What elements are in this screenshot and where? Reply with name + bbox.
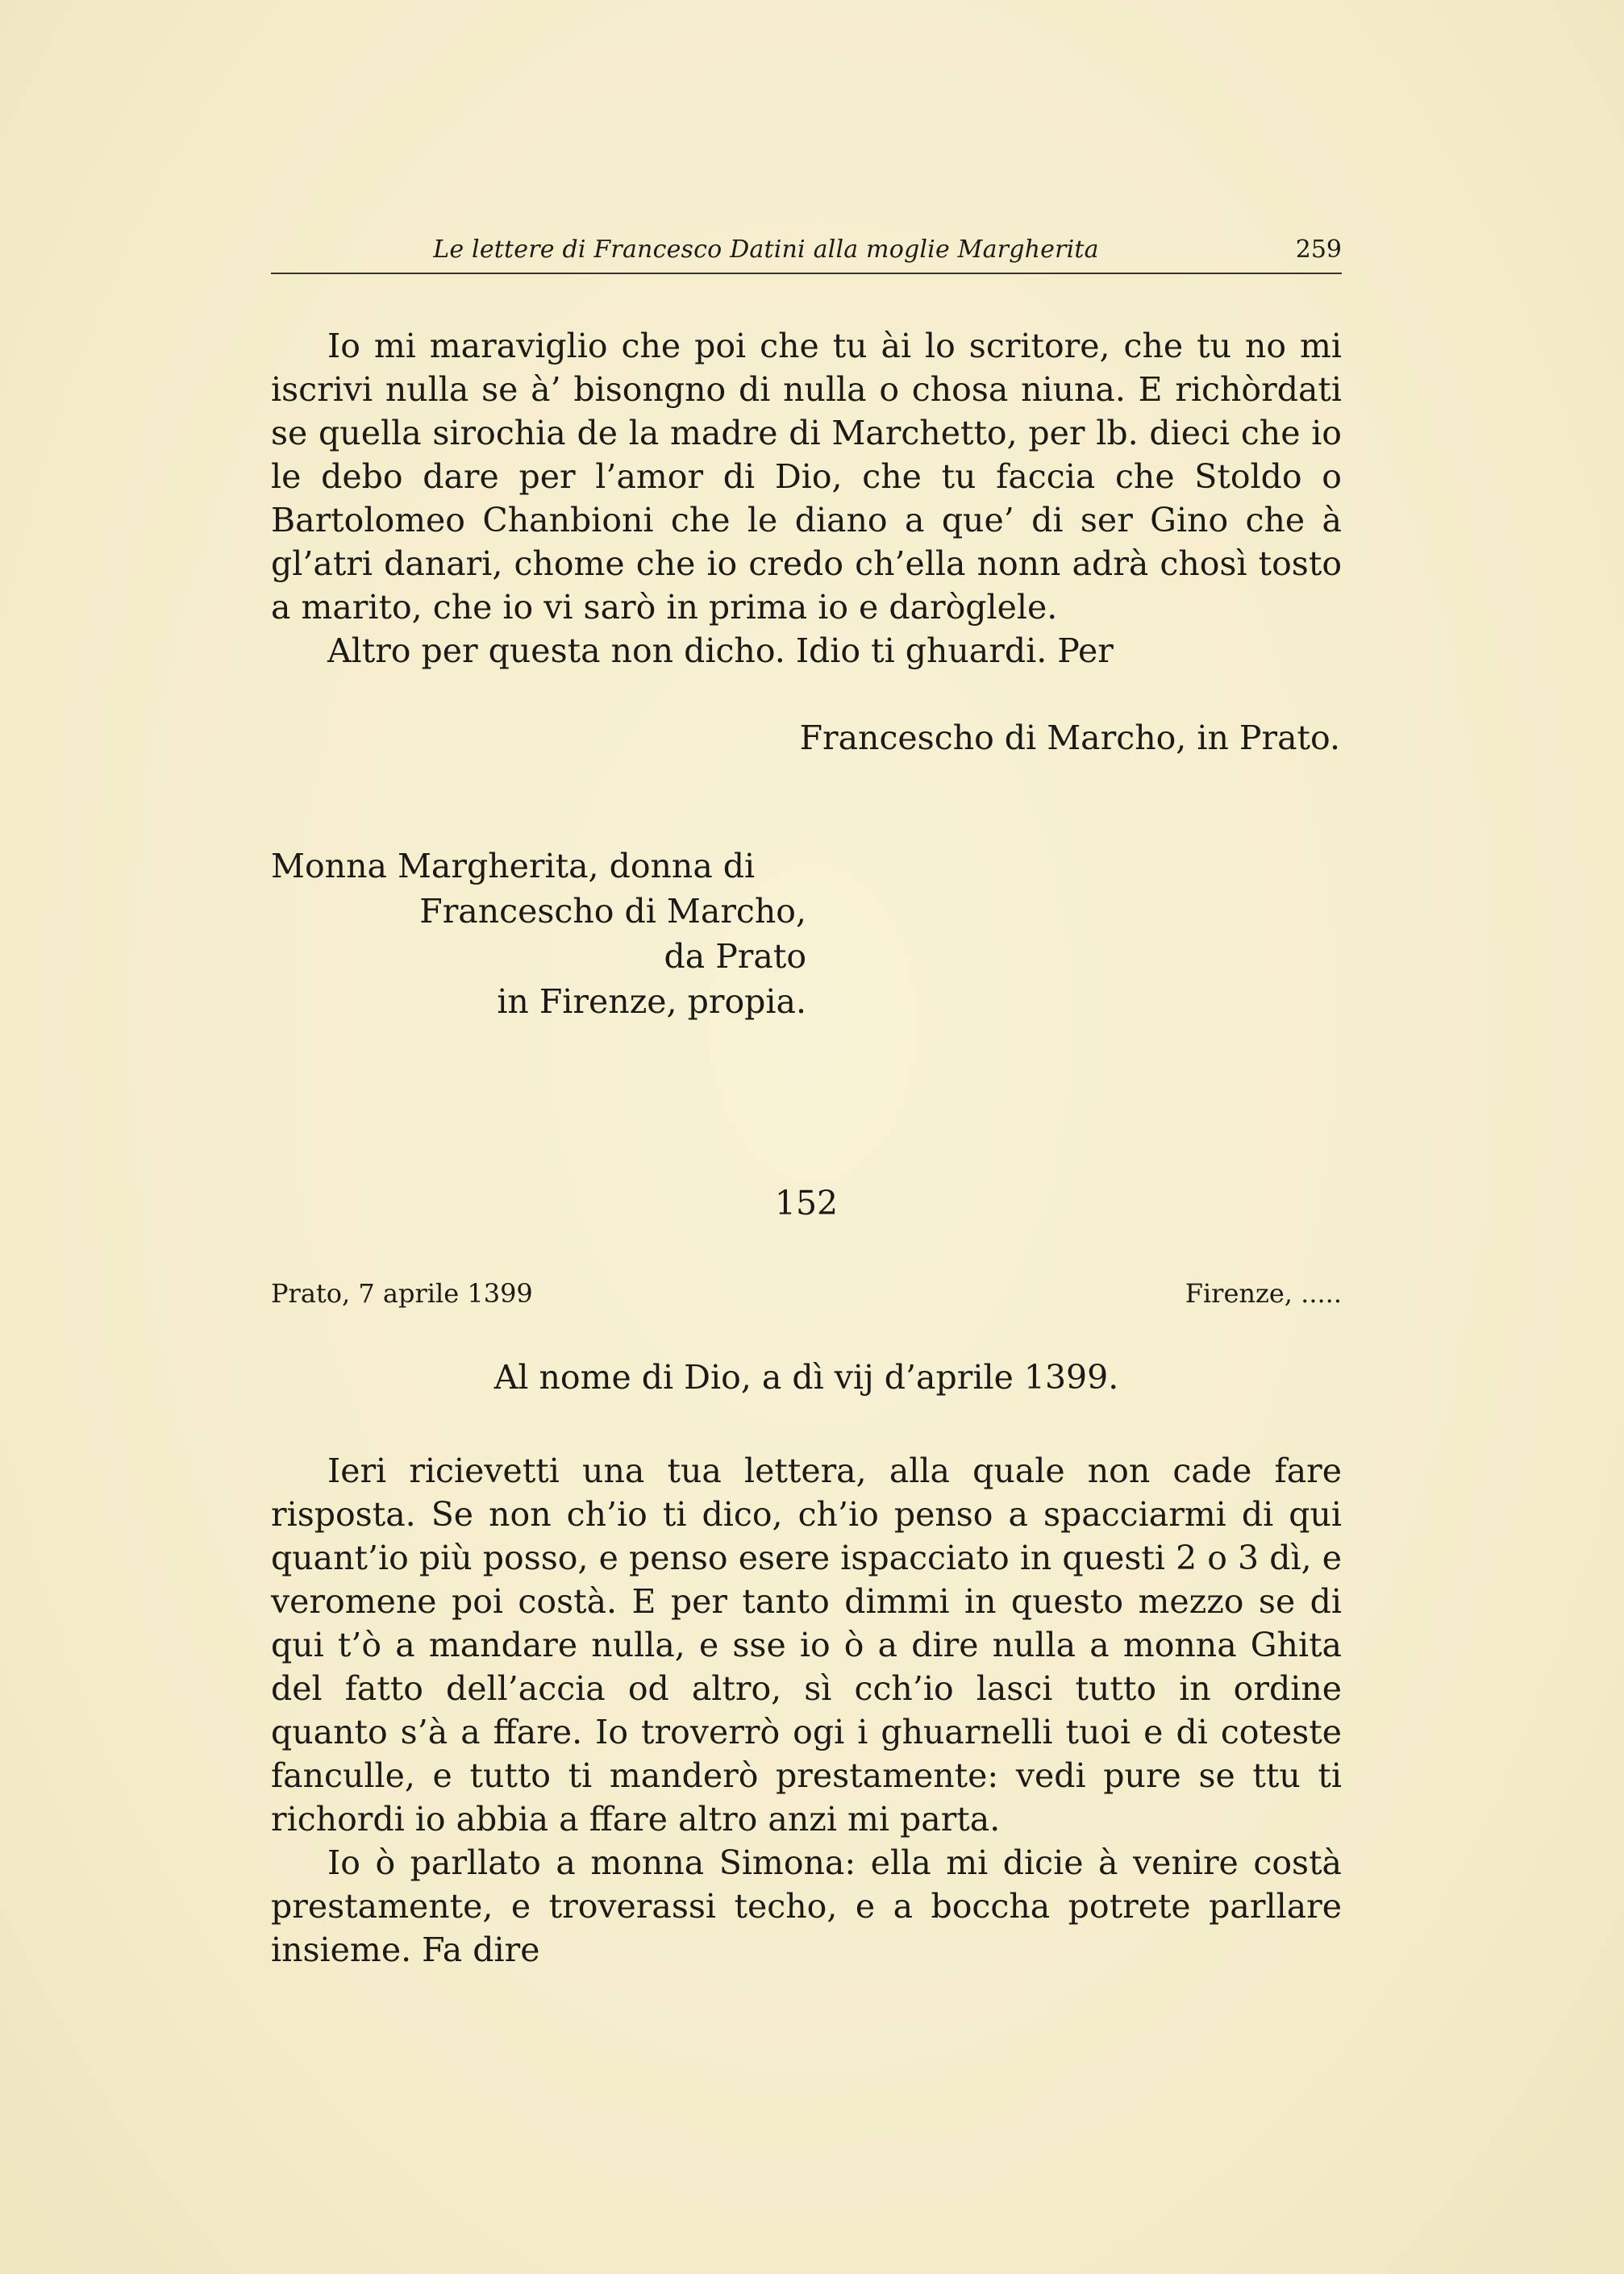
paragraph: Io ò parllato a monna Simona: ella mi dicie à venire costà prestamente, e troverassi techo, e a boccha potrete parllare insieme. Fa dire — [271, 1843, 1342, 1969]
address-line: Monna Margherita, donna di — [271, 847, 756, 885]
page-number: 259 — [1295, 235, 1342, 264]
letter-signature: Francescho di Marcho, in Prato. — [799, 718, 1340, 757]
paragraph: Altro per questa non dicho. Idio ti ghuardi. Per — [327, 631, 1114, 670]
running-header — [271, 231, 1342, 274]
letter-place-date: Prato, 7 aprile 1399 — [271, 1278, 533, 1309]
address-line: in Firenze, propia. — [497, 982, 806, 1021]
letter-address — [271, 843, 806, 1024]
letter-salutation: Al nome di Dio, a dì vij d’aprile 1399. — [493, 1358, 1119, 1397]
letter-number: 152 — [774, 1184, 839, 1222]
letter-destination: Firenze, ..... — [1185, 1278, 1342, 1309]
paragraph: Io mi maraviglio che poi che tu ài lo scritore, che tu no mi iscrivi nulla se à’ bisongno di nulla o chosa niuna. E richòrdati se quella sirochia de la madre di Marchetto, per lb. dieci che io le debo dare per l’amor di Dio, che tu faccia che Stoldo o Bartolomeo Chanbioni che le diano a que’ di ser Gino che à gl’atri danari, chome che io credo ch’ella nonn adrà chosì tosto a marito, che io vi sarò in prima io e daròglele. — [271, 327, 1342, 627]
address-line: Francescho di Marcho, — [419, 892, 806, 931]
header-title: Le lettere di Francesco Datini alla moglie Margherita — [433, 235, 1099, 264]
address-line: da Prato — [664, 937, 806, 976]
paragraph: Ieri ricievetti una tua lettera, alla quale non cade fare risposta. Se non ch’io ti dico, ch’io penso a spacciarmi di qui quant’io più posso, e penso esere ispacciato in questi 2 o 3 dì, e veromene poi costà. E per tanto dimmi in questo mezzo se di qui t’ò a mandare nulla, e sse io ò a dire nulla a monna Ghita del fatto dell’accia od altro, sì cch’io lasci tutto in ordine quanto s’à a ffare. Io troverrò ogi i ghuarnelli tuoi e di coteste fanculle, e tutto ti manderò prestamente: vedi pure se ttu ti richordi io abbia a ffare altro anzi mi parta. — [271, 1451, 1342, 1839]
letter-151-body — [271, 324, 1342, 673]
letter-152-body — [271, 1449, 1342, 1972]
